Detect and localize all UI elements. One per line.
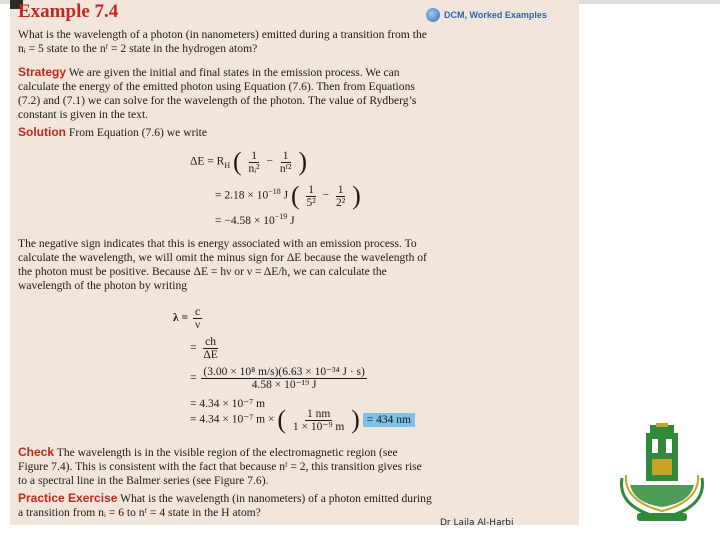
footer-author: Dr Laila Al-Harbi <box>440 518 514 528</box>
question-line-2: nᵢ = 5 state to the nᶠ = 2 state in the hydrogen atom? <box>18 42 258 55</box>
explain-line-2: calculate the wavelength, we will omit the minus sign for ΔE because the wavelength of <box>18 251 427 264</box>
solution-line <box>18 126 207 140</box>
check-label: Check <box>18 445 55 459</box>
eq2-frac-2: $\frac{1}{\text{2²}}$ <box>335 183 346 209</box>
cd-icon <box>426 8 440 22</box>
example-panel <box>10 0 579 525</box>
strategy-text-1: We are given the initial and final states in the emission process. We can <box>68 66 400 79</box>
strategy-label: Strategy <box>18 65 67 79</box>
lambda-line-4: = 4.34 × 10⁻⁷ m <box>190 398 266 410</box>
eq1-lhs: ΔE = R <box>190 155 225 168</box>
eq1-frac-2: $\frac{1}{\text{nᶠ²}}$ <box>279 149 292 175</box>
university-logo <box>612 423 712 528</box>
lambda-line-1: λ = $\frac{c}{\nu}$ <box>173 306 201 331</box>
explain-line-3: the photon must be positive. Because ΔE = hν or ν = ΔE/h, we can calculate the <box>18 265 387 278</box>
equation-delta-e: $\Delta E = R_H$ ( $\frac{1}{\text{nᵢ²}}$ − $\frac{1}{\text{nᶠ²}}$ ) <box>190 147 308 176</box>
lambda-line-5: = 4.34 × 10⁻⁷ m × ( $\frac{1 nm}{\text{1 × 10⁻⁹ m}}$ ) = 434 nm <box>190 407 415 433</box>
equation-substitution: = $2.18 \times 10^{-18}$ J ( $\frac{1}{\text{5²}}$ − $\frac{1}{\text{2²}}$ ) <box>215 181 361 210</box>
dcm-badge <box>426 7 547 23</box>
eq1-frac-1: $\frac{1}{\text{nᵢ²}}$ <box>248 149 260 175</box>
practice-line-1: Practice Exercise What is the wavelength (in nanometers) of a photon emitted during <box>18 491 432 505</box>
example-title: Example 7.4 <box>18 1 119 22</box>
explain-line-4: wavelength of the photon by writing <box>18 279 188 292</box>
strategy-line-1 <box>18 66 400 80</box>
strategy-line-3: (7.2) and (7.1) we can solve for the wavelength of the photon. The value of Rydberg’s <box>18 94 417 107</box>
lambda-line-2: = $\frac{ch}{\Delta E}$ <box>190 336 218 361</box>
equation-energy-result: = $-4.58 \times 10^{-19}$ J <box>215 212 295 227</box>
eq1-sub: H <box>224 160 231 170</box>
strategy-line-4: constant is given in the text. <box>18 108 149 121</box>
strategy-line-2: calculate the energy of the emitted photon using Equation (7.6). Then from Equations <box>18 80 415 93</box>
dcm-badge-label: DCM, Worked Examples <box>444 10 547 20</box>
question-line-1: What is the wavelength of a photon (in nanometers) emitted during a transition from the <box>18 28 427 41</box>
explain-line-1: The negative sign indicates that this is energy associated with an emission process. To <box>18 237 417 250</box>
solution-label: Solution <box>18 125 66 139</box>
practice-label: Practice Exercise <box>18 491 118 505</box>
practice-line-2: a transition from nᵢ = 6 to nᶠ = 4 state in the H atom? <box>18 506 261 519</box>
check-line-3: to a spectral line in the Balmer series (see Figure 7.6). <box>18 474 269 487</box>
lambda-line-3: = $\frac{\text{(3.00 × 10⁸ m/s)(6.63 × 10⁻³⁴ J · s)}}{\text{4.58 × 10⁻¹⁹ J}}$ <box>190 366 365 391</box>
check-line-2: Figure 7.4). This is consistent with the fact that because nᶠ = 2, this transition gives rise <box>18 460 422 473</box>
check-line-1: Check The wavelength is in the visible region of the electromagnetic region (see <box>18 445 398 459</box>
eq2-frac-1: $\frac{1}{\text{5²}}$ <box>306 183 316 209</box>
solution-intro: From Equation (7.6) we write <box>68 126 208 139</box>
wavelength-result: = 434 nm <box>363 413 415 427</box>
